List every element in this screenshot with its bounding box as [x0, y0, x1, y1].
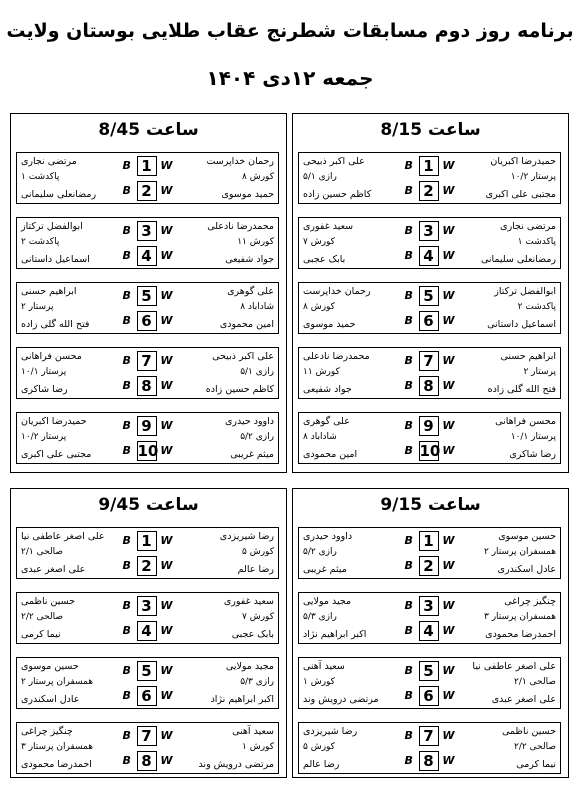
black-label: B — [404, 559, 413, 572]
player-name: اسماعیل داستانی — [487, 319, 556, 330]
player-name: رمضانعلی سلیمانی — [480, 254, 556, 265]
player-name: سعید آهنی — [232, 726, 274, 737]
black-label: B — [404, 419, 413, 432]
board-number: 5 — [137, 661, 157, 681]
black-label: B — [122, 534, 131, 547]
black-label: B — [404, 624, 413, 637]
board-number: 5 — [419, 286, 439, 306]
player-name: مجید مولایی — [303, 596, 352, 607]
player-name: امین محمودی — [219, 319, 274, 330]
session-block — [10, 488, 287, 778]
team-name: صالحی ۲/۲ — [513, 742, 556, 752]
team-name: رازی ۵/۲ — [303, 547, 337, 557]
match-pair — [16, 412, 279, 464]
black-label: B — [122, 354, 131, 367]
white-label: W — [442, 379, 455, 392]
player-name: مجید مولایی — [225, 661, 274, 672]
team-name: شاداباد ۸ — [303, 432, 337, 442]
player-name: فتح الله گلی زاده — [21, 319, 90, 330]
match-pair — [16, 282, 279, 334]
white-label: W — [160, 754, 173, 767]
player-name: بابک عجبی — [231, 629, 274, 640]
black-label: B — [404, 444, 413, 457]
match-pair — [16, 527, 279, 579]
session-time: ساعت 8/15 — [380, 120, 481, 140]
team-name: کورش ۱ — [242, 742, 274, 752]
session-time: ساعت 8/45 — [98, 120, 199, 140]
player-name: مجتبی علی اکبری — [485, 189, 556, 200]
white-label: W — [160, 534, 173, 547]
player-name: سعید غفوری — [223, 596, 274, 607]
player-name: امین محمودی — [303, 449, 358, 460]
match-pair — [298, 722, 561, 774]
black-label: B — [404, 354, 413, 367]
match-pair — [16, 347, 279, 399]
team-name: رازی ۵/۱ — [303, 172, 337, 182]
black-label: B — [122, 224, 131, 237]
white-label: W — [160, 379, 173, 392]
black-label: B — [404, 289, 413, 302]
match-pair — [16, 217, 279, 269]
black-label: B — [122, 754, 131, 767]
black-label: B — [122, 664, 131, 677]
black-label: B — [404, 184, 413, 197]
black-label: B — [122, 249, 131, 262]
black-label: B — [122, 289, 131, 302]
white-label: W — [442, 664, 455, 677]
white-label: W — [442, 754, 455, 767]
black-label: B — [122, 184, 131, 197]
white-label: W — [160, 599, 173, 612]
black-label: B — [122, 559, 131, 572]
player-name: محسن فراهانی — [21, 351, 82, 362]
player-name: جواد شفیعی — [225, 254, 274, 265]
player-name: حسین موسوی — [21, 661, 79, 672]
team-name: کورش ۵ — [242, 547, 274, 557]
team-name: پرستار ۱۰/۲ — [510, 172, 556, 182]
team-name: صالحی ۲/۱ — [513, 677, 556, 687]
board-number: 1 — [137, 156, 157, 176]
session-time: ساعت 9/15 — [380, 495, 481, 515]
white-label: W — [160, 559, 173, 572]
board-number: 10 — [137, 442, 159, 460]
match-pair — [298, 657, 561, 709]
board-number: 8 — [419, 376, 439, 396]
black-label: B — [404, 249, 413, 262]
player-name: اکبر ابراهیم نژاد — [210, 694, 274, 705]
player-name: کاظم حسین زاده — [303, 189, 372, 200]
white-label: W — [160, 419, 173, 432]
player-name: محمدرضا نادعلی — [303, 351, 370, 362]
black-label: B — [404, 534, 413, 547]
player-name: رضا عالم — [303, 759, 340, 770]
white-label: W — [442, 249, 455, 262]
black-label: B — [404, 754, 413, 767]
white-label: W — [442, 534, 455, 547]
match-pair — [16, 592, 279, 644]
black-label: B — [404, 379, 413, 392]
player-name: رضا شاکری — [21, 384, 68, 395]
white-label: W — [442, 419, 455, 432]
session-block — [292, 488, 569, 778]
team-name: کورش ۸ — [242, 172, 274, 182]
black-label: B — [404, 689, 413, 702]
black-label: B — [122, 419, 131, 432]
player-name: علی اصغر عاطفی نیا — [472, 661, 556, 672]
board-number: 6 — [419, 686, 439, 706]
player-name: حمیدرضا اکبریان — [490, 156, 556, 167]
team-name: پرستار ۲ — [523, 367, 556, 377]
player-name: حمیدرضا اکبریان — [21, 416, 87, 427]
player-name: نیما کرمی — [516, 759, 556, 770]
board-number: 8 — [137, 376, 157, 396]
player-name: محسن فراهانی — [495, 416, 556, 427]
player-name: علی گوهری — [303, 416, 350, 427]
black-label: B — [404, 314, 413, 327]
white-label: W — [442, 729, 455, 742]
player-name: علی اصغر عبدی — [491, 694, 556, 705]
black-label: B — [404, 599, 413, 612]
match-pair — [298, 412, 561, 464]
white-label: W — [160, 624, 173, 637]
team-name: رازی ۵/۳ — [240, 677, 274, 687]
white-label: W — [442, 689, 455, 702]
player-name: علی اکبر ذبیحی — [212, 351, 274, 362]
board-number: 4 — [137, 621, 157, 641]
board-number: 3 — [137, 596, 157, 616]
board-number: 8 — [419, 751, 439, 771]
white-label: W — [160, 664, 173, 677]
team-name: کورش ۷ — [303, 237, 335, 247]
team-name: شاداباد ۸ — [240, 302, 274, 312]
white-label: W — [160, 224, 173, 237]
white-label: W — [442, 559, 455, 572]
team-name: صالحی ۲/۲ — [21, 612, 64, 622]
match-pair — [298, 527, 561, 579]
player-name: احمدرضا محمودی — [485, 629, 556, 640]
player-name: چنگیز چراغی — [21, 726, 73, 737]
player-name: ابراهیم حسنی — [21, 286, 77, 297]
team-name: کورش ۸ — [303, 302, 335, 312]
player-name: علی اصغر عبدی — [21, 564, 86, 575]
player-name: ابوالفضل ترکتاز — [21, 221, 83, 232]
player-name: رضا شیریزدی — [219, 531, 274, 542]
player-name: علی اصغر عاطفی نیا — [21, 531, 105, 542]
player-name: اسماعیل داستانی — [21, 254, 90, 265]
team-name: کورش ۱۱ — [237, 237, 274, 247]
player-name: عادل اسکندری — [21, 694, 80, 705]
player-name: جواد شفیعی — [303, 384, 352, 395]
page-title: برنامه روز دوم مسابقات شطرنج عقاب طلایی بوستان ولایت — [6, 20, 574, 42]
match-pair — [298, 152, 561, 204]
black-label: B — [122, 689, 131, 702]
team-name: رازی ۵/۳ — [303, 612, 337, 622]
player-name: رمضانعلی سلیمانی — [21, 189, 97, 200]
player-name: رحمان خداپرست — [206, 156, 274, 167]
page-date: جمعه ۱۲دی ۱۴۰۴ — [206, 66, 374, 90]
board-number: 3 — [137, 221, 157, 241]
white-label: W — [442, 224, 455, 237]
white-label: W — [160, 314, 173, 327]
white-label: W — [442, 624, 455, 637]
session-block — [292, 113, 569, 473]
player-name: حمید موسوی — [303, 319, 356, 330]
player-name: فتح الله گلی زاده — [487, 384, 556, 395]
white-label: W — [160, 689, 173, 702]
black-label: B — [404, 224, 413, 237]
player-name: سعید آهنی — [303, 661, 345, 672]
player-name: چنگیز چراغی — [504, 596, 556, 607]
black-label: B — [122, 624, 131, 637]
player-name: رحمان خداپرست — [303, 286, 371, 297]
white-label: W — [160, 249, 173, 262]
white-label: W — [442, 354, 455, 367]
board-number: 7 — [419, 351, 439, 371]
board-number: 3 — [419, 596, 439, 616]
board-number: 6 — [137, 311, 157, 331]
team-name: کورش ۵ — [303, 742, 335, 752]
player-name: مجتبی علی اکبری — [21, 449, 92, 460]
board-number: 3 — [419, 221, 439, 241]
match-pair — [298, 282, 561, 334]
team-name: پرستار ۱۰/۱ — [21, 367, 67, 377]
black-label: B — [404, 729, 413, 742]
black-label: B — [122, 314, 131, 327]
match-pair — [298, 347, 561, 399]
player-name: کاظم حسین زاده — [205, 384, 274, 395]
session-block — [10, 113, 287, 473]
black-label: B — [122, 444, 131, 457]
board-number: 2 — [419, 556, 439, 576]
player-name: ابراهیم حسنی — [500, 351, 556, 362]
board-number: 9 — [137, 416, 157, 436]
board-number: 10 — [419, 442, 441, 460]
match-pair — [298, 592, 561, 644]
player-name: احمدرضا محمودی — [21, 759, 92, 770]
team-name: کورش ۱ — [303, 677, 335, 687]
white-label: W — [442, 599, 455, 612]
black-label: B — [122, 159, 131, 172]
board-number: 2 — [137, 181, 157, 201]
player-name: علی اکبر ذبیحی — [303, 156, 365, 167]
player-name: مرتضی نجاری — [500, 221, 556, 232]
board-number: 8 — [137, 751, 157, 771]
white-label: W — [442, 159, 455, 172]
player-name: مرتضی درویش وند — [198, 759, 274, 770]
board-number: 1 — [137, 531, 157, 551]
player-name: رضا عالم — [237, 564, 274, 575]
match-pair — [16, 657, 279, 709]
board-number: 5 — [137, 286, 157, 306]
white-label: W — [160, 184, 173, 197]
team-name: پرستار ۱۰/۲ — [21, 432, 67, 442]
black-label: B — [122, 729, 131, 742]
team-name: کورش ۷ — [242, 612, 274, 622]
player-name: محمدرضا نادعلی — [207, 221, 274, 232]
player-name: علی گوهری — [227, 286, 274, 297]
white-label: W — [160, 354, 173, 367]
team-name: پاکدشت ۱ — [21, 172, 60, 182]
player-name: اکبر ابراهیم نژاد — [303, 629, 367, 640]
player-name: داوود حیدری — [303, 531, 353, 542]
player-name: رضا شاکری — [509, 449, 556, 460]
player-name: میثم غریبی — [230, 449, 274, 460]
board-number: 7 — [137, 351, 157, 371]
team-name: پرستار ۲ — [21, 302, 54, 312]
team-name: صالحی ۲/۱ — [21, 547, 64, 557]
board-number: 2 — [137, 556, 157, 576]
player-name: ابوالفضل ترکتاز — [494, 286, 556, 297]
player-name: سعید غفوری — [303, 221, 354, 232]
match-pair — [16, 152, 279, 204]
black-label: B — [122, 599, 131, 612]
team-name: پاکدشت ۲ — [21, 237, 60, 247]
board-number: 4 — [137, 246, 157, 266]
team-name: همسفران پرستار ۲ — [484, 547, 556, 557]
player-name: عادل اسکندری — [497, 564, 556, 575]
player-name: حمید موسوی — [221, 189, 274, 200]
match-pair — [16, 722, 279, 774]
team-name: همسفران پرستار ۳ — [21, 742, 93, 752]
white-label: W — [160, 729, 173, 742]
team-name: همسفران پرستار ۳ — [484, 612, 556, 622]
black-label: B — [404, 664, 413, 677]
match-pair — [298, 217, 561, 269]
board-number: 1 — [419, 156, 439, 176]
session-time: ساعت 9/45 — [98, 495, 199, 515]
black-label: B — [122, 379, 131, 392]
board-number: 7 — [137, 726, 157, 746]
player-name: نیما کرمی — [21, 629, 61, 640]
board-number: 6 — [137, 686, 157, 706]
black-label: B — [404, 159, 413, 172]
board-number: 4 — [419, 621, 439, 641]
team-name: کورش ۱۱ — [303, 367, 340, 377]
player-name: حسین موسوی — [498, 531, 556, 542]
white-label: W — [160, 289, 173, 302]
team-name: پاکدشت ۱ — [517, 237, 556, 247]
board-number: 5 — [419, 661, 439, 681]
white-label: W — [160, 159, 173, 172]
white-label: W — [442, 314, 455, 327]
board-number: 2 — [419, 181, 439, 201]
board-number: 4 — [419, 246, 439, 266]
player-name: مرتضی نجاری — [21, 156, 77, 167]
player-name: مرتضی درویش وند — [303, 694, 379, 705]
player-name: حسین ناظمی — [21, 596, 75, 607]
team-name: پرستار ۱۰/۱ — [510, 432, 556, 442]
team-name: پاکدشت ۲ — [517, 302, 556, 312]
white-label: W — [442, 444, 455, 457]
player-name: بابک عجبی — [303, 254, 346, 265]
player-name: داوود حیدری — [224, 416, 274, 427]
team-name: رازی ۵/۱ — [240, 367, 274, 377]
white-label: W — [160, 444, 173, 457]
white-label: W — [442, 184, 455, 197]
player-name: حسین ناظمی — [502, 726, 556, 737]
team-name: رازی ۵/۲ — [240, 432, 274, 442]
board-number: 6 — [419, 311, 439, 331]
team-name: همسفران پرستار ۲ — [21, 677, 93, 687]
player-name: میثم غریبی — [303, 564, 347, 575]
white-label: W — [442, 289, 455, 302]
board-number: 1 — [419, 531, 439, 551]
board-number: 7 — [419, 726, 439, 746]
player-name: رضا شیریزدی — [303, 726, 358, 737]
board-number: 9 — [419, 416, 439, 436]
